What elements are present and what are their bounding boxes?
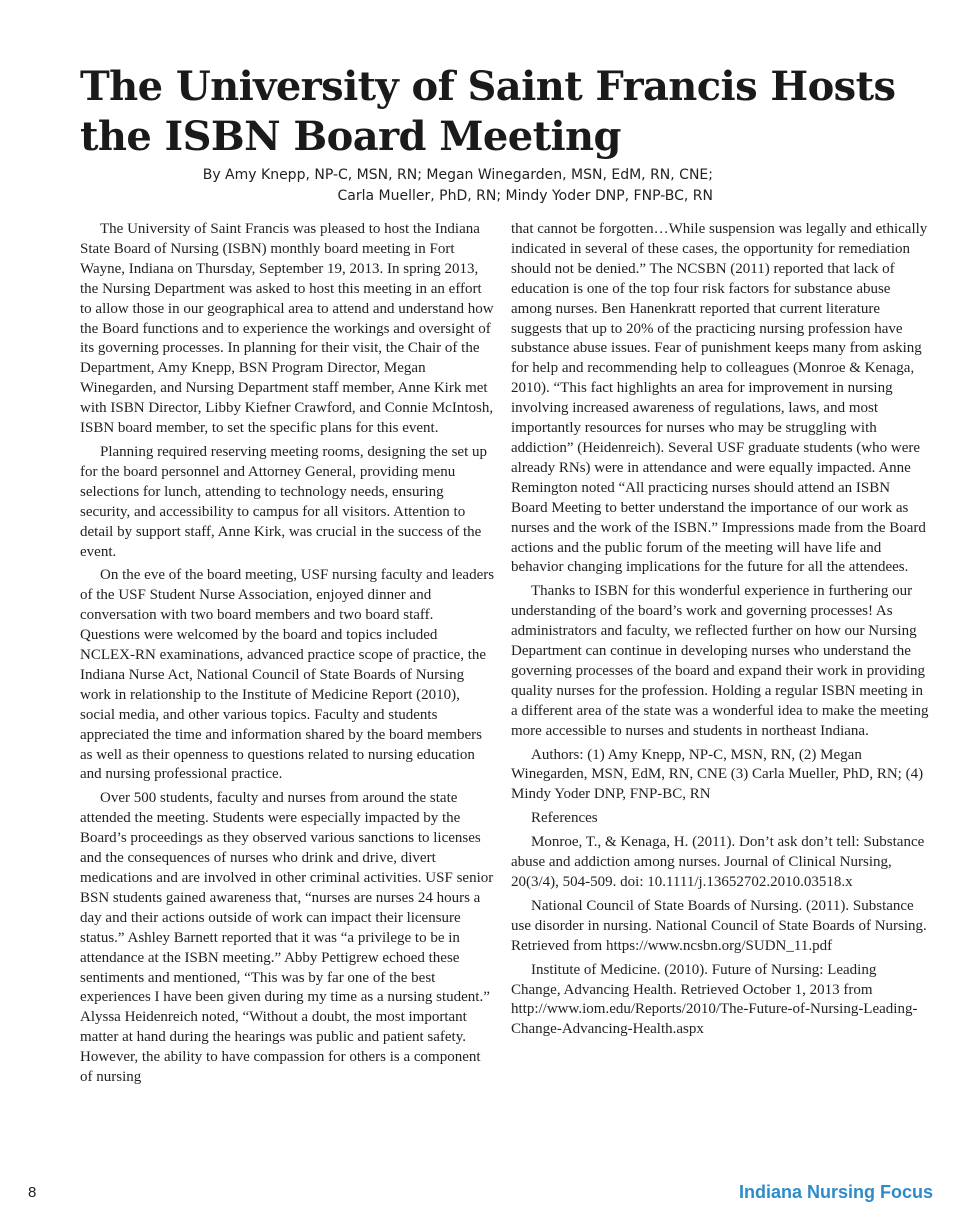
publication-name: Indiana Nursing Focus [738, 1182, 933, 1202]
page-number: 8 [28, 1184, 37, 1201]
reference-item: Institute of Medicine. (2010). Future of Nursing: Leading Change, Advancing Health. Retrieved October 1, 2013 from http://www.iom.edu/Reports/2010/The-Future-of-Nursing-Leading-Change-Advancing-Health.aspx [511, 961, 918, 1038]
paragraph: Over 500 students, faculty and nurses from around the state attended the meeting. Students were especially impacted by the Board’s proceedings as they observed various sanctions to licenses and the consequences of nurses who drink and drive, divert medications and are involved in other criminal activities. USF senior BSN students gained awareness that, “nurses are nurses 24 hours a day and their actions outside of work can impact their licensure status.” Ashley Barnett reported that it was “a privilege to be in attendance at the ISBN meeting.” Abby Pettigrew echoed these sentiments and mentioned, “This was by far one of the best experiences I have been given during my time as a nursing student.” Alyssa Heidenreich noted, “Without a doubt, the most important matter at hand during the hearings was public and patient safety. However, the ability to have compassion for others is a component of nursing [80, 790, 494, 1086]
article-title [80, 62, 920, 162]
left-column [80, 220, 496, 1092]
reference-item: Monroe, T., & Kenaga, H. (2011). Don’t ask don’t tell: Substance abuse and addiction among nurses. Journal of Clinical Nursing, 20(3/4), 504-509. doi: 10.1111/j.13652702.2010.03518.x [511, 834, 925, 890]
byline [150, 165, 713, 207]
paragraph: that cannot be forgotten…While suspension was legally and ethically indicated in several of these cases, the opportunity for remediation should not be denied.” The NCSBN (2011) reported that lack of education is one of the top four risk factors for substance abuse among nurses. Ben Hanenkratt reported that current literature suggests that up to 20% of the practicing nursing profession have substance abuse issues. Fear of punishment keeps many from asking for help and recommending help to colleagues (Monroe & Kenaga, 2010). “This fact highlights an area for improvement in nursing involving increased awareness of regulations, laws, and most importantly resources for nurses who may be struggling with addiction” (Heidenreich). Several USF graduate students (who were already RNs) were in attendance and were equally impacted. Anne Remington noted “All practicing nurses should attend an ISBN Board Meeting to better understand the importance of our work as nurses and the work of the ISBN.” Impressions made from the Board actions and the public forum of the meeting will have life and behavior changing implications for the future for all the attendees. [511, 221, 928, 576]
paragraph: Thanks to ISBN for this wonderful experience in furthering our understanding of the board’s work and governing processes! As administrators and faculty, we reflected further on how our Nursing Department can continue in developing nurses who understand the governing processes of the board and expand their work in providing quality nurses for the profession. Holding a regular ISBN meeting in a different area of the state was a wonderful idea to make the meeting more accessible to nurses and students in northeast Indiana. [511, 583, 929, 739]
right-column [511, 220, 929, 1044]
byline-line-2: Carla Mueller, PhD, RN; Mindy Yoder DNP, FNP-BC, RN [337, 188, 713, 204]
paragraph: The University of Saint Francis was pleased to host the Indiana State Board of Nursing (ISBN) monthly board meeting in Fort Wayne, Indiana on Thursday, September 19, 2013. In spring 2013, the Nursing Department was asked to host this meeting in an effort to allow those in our geographical area to attend and understand how the Board functions and to experience the workings and oversight of its governing processes. In planning for their visit, the Chair of the Department, Amy Knepp, BSN Program Director, Megan Winegarden, and Nursing Department staff member, Anne Kirk met with ISBN Director, Libby Kiefner Crawford, and Connie McIntosh, ISBN board member, to set the specific plans for this event. [80, 221, 494, 437]
paragraph: On the eve of the board meeting, USF nursing faculty and leaders of the USF Student Nurse Association, enjoyed dinner and conversation with two board members and two board staff. Questions were welcomed by the board and topics included NCLEX-RN examinations, advanced practice scope of practice, the Indiana Nurse Act, National Council of State Boards of Nursing work in relationship to the Institute of Medicine Report (2010), social media, and other various topics. Faculty and students appreciated the time and information shared by the board members as well as their openness to questions related to nursing education and nursing professional practice. [80, 567, 495, 783]
article-title-line-1: The University of Saint Francis Hosts [80, 63, 896, 110]
article-title-line-2: the ISBN Board Meeting [80, 113, 621, 160]
reference-item: National Council of State Boards of Nursing. (2011). Substance use disorder in nursing. National Council of State Boards of Nursing. Retrieved from https://www.ncsbn.org/SUDN_11.pdf [511, 897, 927, 954]
paragraph: Planning required reserving meeting rooms, designing the set up for the board personnel and Attorney General, providing menu selections for lunch, attending to technology needs, ensuring security, and accessibility to campus for all visitors. Attention to detail by support staff, Anne Kirk, was crucial in the success of the event. [80, 443, 488, 560]
byline-line-1: By Amy Knepp, NP-C, MSN, RN; Megan Winegarden, MSN, EdM, RN, CNE; [202, 167, 713, 183]
authors-note: Authors: (1) Amy Knepp, NP-C, MSN, RN, (2) Megan Winegarden, MSN, EdM, RN, CNE (3) Carla Mueller, PhD, RN; (4) Mindy Yoder DNP, FNP-BC, RN [511, 746, 924, 803]
references-heading: References [531, 810, 598, 827]
